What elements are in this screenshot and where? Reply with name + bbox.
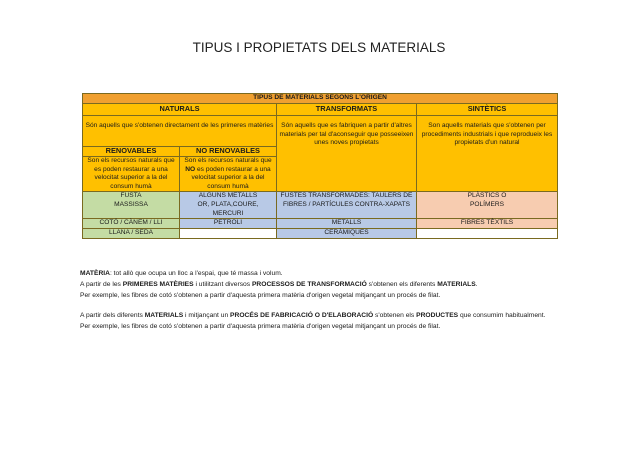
naturals-desc: Són aquells que s'obtenen directament de les primeres matèries bbox=[83, 116, 277, 147]
sintetics-header: SINTÈTICS bbox=[417, 104, 558, 116]
transformats-item-3: CERÀMIQUES bbox=[277, 229, 417, 239]
materials-origin-table bbox=[82, 93, 558, 239]
naturals-header: NATURALS bbox=[83, 104, 277, 116]
table-header: TIPUS DE MATERIALS SEGONS L'ORIGEN bbox=[83, 94, 558, 104]
renovables-desc: Son els recursos naturals que es poden restaurar a una velocitat superior a la del consum humà bbox=[83, 157, 180, 192]
page-title: TIPUS I PROPIETATS DELS MATERIALS bbox=[192, 40, 446, 55]
transformats-item-2: METALLS bbox=[277, 219, 417, 229]
renovables-item-3: LLANA / SEDA bbox=[83, 229, 180, 239]
materia-definition: MATÈRIA: tot allò que ocupa un lloc a l'espai, que té massa i volum. bbox=[80, 270, 283, 277]
transformats-item-1: FUSTES TRANSFORMADES: TAULERS DE FIBRES / PARTÍCULES CONTRA-XAPATS bbox=[277, 192, 417, 219]
paragraph-products: A partir dels diferents MATERIALS i mitjançant un PROCÉS DE FABRICACIÓ O D'ELABORACIÓ s'obtenen els PRODUCTES que consumim habitualment. bbox=[80, 312, 546, 320]
transformats-header: TRANSFORMATS bbox=[277, 104, 417, 116]
paragraph-products-example: Per exemple, les fibres de cotó s'obtenen a partir d'aquesta primera matèria d'origen vegetal mitjançant un procés de filat. bbox=[80, 322, 441, 330]
paragraph-materials: A partir de les PRIMERES MATÈRIES i utilitzant diversos PROCESSOS DE TRANSFORMACIÓ s'obtenen els diferents MATERIALS. bbox=[80, 281, 478, 289]
no-renovables-desc: Son els recursos naturals que NO es poden restaurar a una velocitat superior a la del consum humà bbox=[180, 157, 277, 192]
transformats-desc: Són aquells que es fabriquen a partir d'altres materials per tal d'aconseguir que posseeixen unes noves propietats bbox=[277, 116, 417, 192]
renovables-header: RENOVABLES bbox=[83, 147, 180, 157]
paragraph-materials-example: Per exemple, les fibres de cotó s'obtenen a partir d'aquesta primera matèria d'origen vegetal mitjançant un procés de filat. bbox=[80, 291, 441, 299]
sintetics-item-2: FIBRES TÈXTILS bbox=[417, 219, 558, 229]
definitions bbox=[80, 269, 580, 332]
no-renovables-header: NO RENOVABLES bbox=[180, 147, 277, 157]
renovables-item-1: FUSTA MASSISSA bbox=[83, 192, 180, 219]
empty-cell bbox=[417, 229, 558, 239]
empty-cell bbox=[180, 229, 277, 239]
sintetics-desc: Son aquells materials que s'obtenen per procediments industrials i que reprodueix les propietats d'un natural bbox=[417, 116, 558, 192]
no-renovables-item-1: ALGUNS METALLS OR, PLATA,COURE, MERCURI bbox=[180, 192, 277, 219]
sintetics-item-1: PLÀSTICS O POLÍMERS bbox=[417, 192, 558, 219]
renovables-item-2: COTÓ / CÀNEM / LLI bbox=[83, 219, 180, 229]
no-renovables-item-2: PETROLI bbox=[180, 219, 277, 229]
